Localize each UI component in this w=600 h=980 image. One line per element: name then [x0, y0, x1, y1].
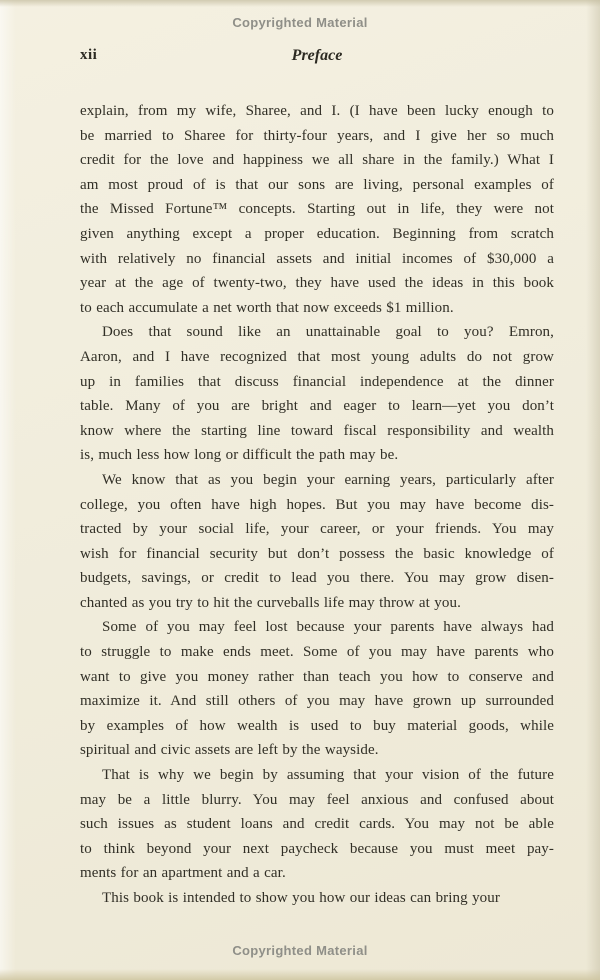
text-line: to struggle to make ends meet. Some of you may have parents who [80, 644, 554, 661]
page-header [80, 47, 554, 67]
text-line: am most proud of is that our sons are living, personal examples of [80, 176, 554, 193]
text-line: That is why we begin by assuming that your vision of the future [102, 767, 554, 784]
text-line: is, much less how long or difficult the path may be. [80, 447, 399, 464]
copyright-notice-bottom: Copyrighted Material [232, 943, 368, 958]
text-line: may be a little blurry. You may feel anxious and confused about [80, 791, 554, 808]
text-line: be married to Sharee for thirty-four years, and I give her so much [80, 127, 554, 144]
copyright-notice-top: Copyrighted Material [232, 15, 368, 30]
text-line: wish for financial security but don’t possess the basic knowledge of [80, 545, 554, 562]
text-line: with relatively no financial assets and initial incomes of $30,000 a [80, 250, 554, 267]
text-line: This book is intended to show you how our ideas can bring your [102, 890, 500, 906]
body-text [80, 99, 554, 911]
text-line: budgets, savings, or credit to lead you there. You may grow disen- [80, 570, 554, 587]
text-line: such issues as student loans and credit cards. You may not be able [80, 816, 554, 833]
text-line: Aaron, and I have recognized that most young adults do not grow [80, 348, 554, 365]
text-line: explain, from my wife, Sharee, and I. (I have been lucky enough to [80, 103, 554, 119]
text-line: tracted by your social life, your career, or your friends. You may [80, 521, 554, 538]
text-line: credit for the love and happiness we all share in the family.) What I [80, 152, 554, 169]
paragraph [80, 886, 554, 911]
text-line: Does that sound like an unattainable goal to you? Emron, [102, 324, 554, 341]
text-line: spiritual and civic assets are left by the wayside. [80, 742, 379, 759]
text-line: table. Many of you are bright and eager to learn—yet you don’t [80, 398, 554, 415]
page-number: xii [80, 47, 98, 63]
text-line: by examples of how wealth is used to buy material goods, while [80, 717, 554, 734]
text-line: want to give you money rather than teach you how to conserve and [80, 668, 554, 685]
text-line: college, you often have high hopes. But you may have become dis- [80, 496, 554, 513]
text-line: the Missed Fortune™ concepts. Starting out in life, they were not [80, 201, 554, 218]
text-line: ments for an apartment and a car. [80, 865, 286, 882]
text-line: chanted as you try to hit the curveballs life may throw at you. [80, 594, 461, 611]
paragraph [80, 320, 554, 468]
text-line: We know that as you begin your earning years, particularly after [102, 471, 554, 488]
text-line: to think beyond your next paycheck because you must meet pay- [80, 840, 554, 857]
text-line: given anything except a proper education. Beginning from scratch [80, 225, 554, 242]
text-line: up in families that discuss financial independence at the dinner [80, 373, 554, 390]
paragraph [80, 763, 554, 886]
chapter-title: Preface [291, 47, 343, 64]
text-line: maximize it. And still others of you may have grown up surrounded [80, 693, 554, 710]
text-line: to each accumulate a net worth that now exceeds $1 million. [80, 299, 454, 316]
paragraph [80, 615, 554, 763]
text-line: know where the starting line toward fiscal responsibility and wealth [80, 422, 554, 439]
paragraph [80, 468, 554, 616]
text-line: year at the age of twenty-two, they have used the ideas in this book [80, 275, 554, 292]
paragraph [80, 99, 554, 320]
text-line: Some of you may feel lost because your parents have always had [102, 619, 554, 636]
